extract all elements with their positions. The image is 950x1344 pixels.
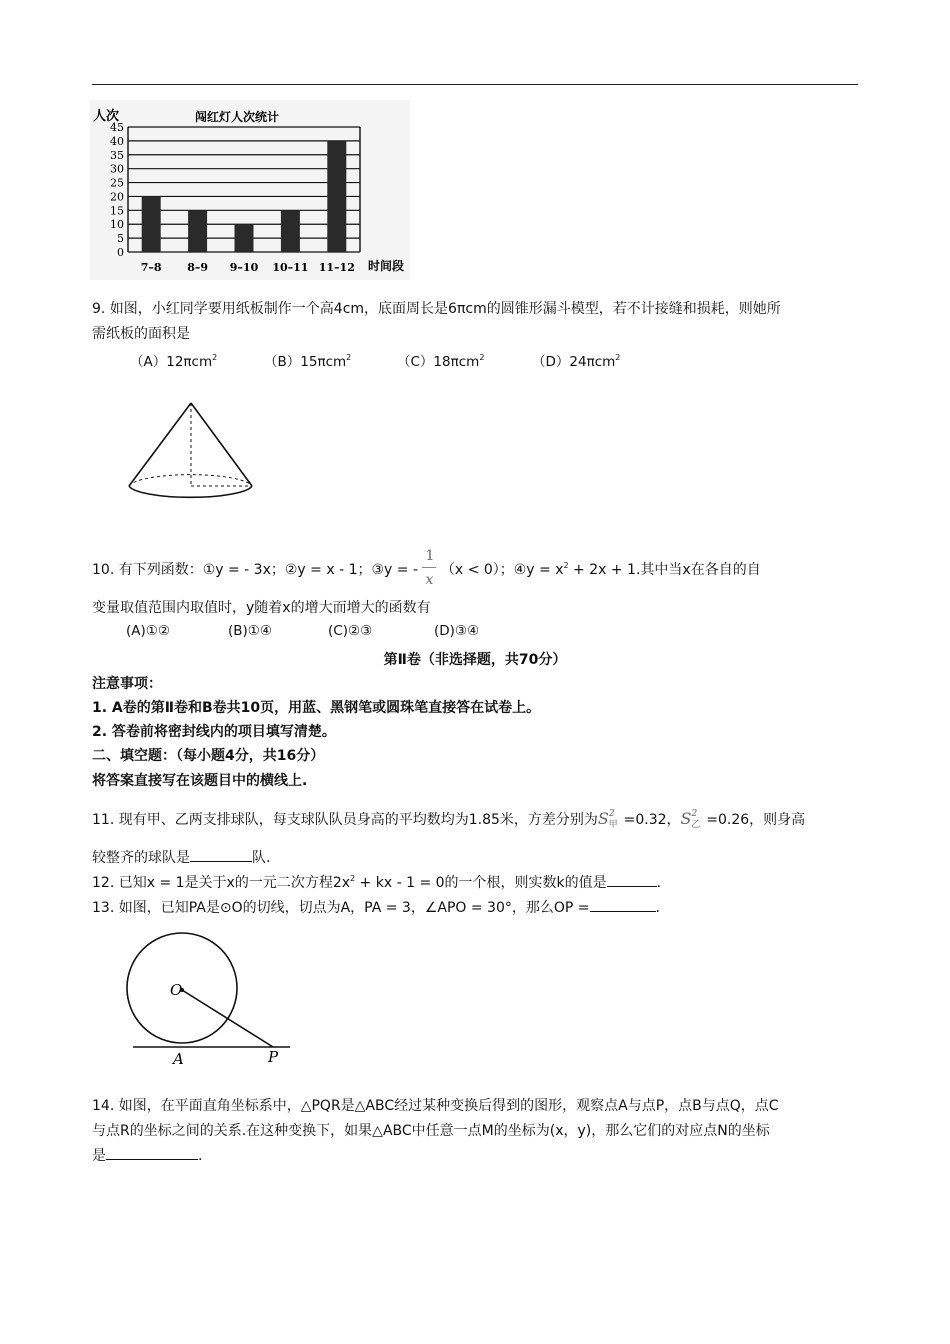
fill-in-section-title: 二、填空题：（每小题4分，共16分） [92,748,325,764]
q11-line1: 11. 现有甲、乙两支排球队，每支球队队员身高的平均数均为1.85米，方差分别为$S^2$甲 =0.32，$S^2$乙 =0.26，则身高 [92,809,806,830]
section2-title: 第Ⅱ卷（非选择题，共70分） [383,652,567,668]
variance-jia-symbol: $S^2$甲 [597,809,618,830]
chart-ylabel: 人次 [93,109,120,124]
q9-option-a: （A）12πcm$^2$ [130,353,218,370]
chart-bar [235,224,254,252]
tangent-circle-figure [100,928,300,1068]
q14-line2: 与点R的坐标之间的关系.在这种变换下，如果△ABC中任意一点M的坐标为(x，y)，那么它们的对应点N的坐标 [92,1123,770,1139]
q9-option-d: （D）24πcm$^2$ [532,353,621,370]
chart-xlabel: 时间段 [368,259,405,273]
label-p: P [268,1048,279,1066]
q14-line3: 是 . [92,1145,202,1166]
q9-option-b: （B）15πcm$^2$ [264,353,352,370]
q14-answer-blank[interactable] [106,1145,198,1160]
chart-ytick-label: 0 [117,246,124,259]
chart-ytick-label: 10 [110,218,124,232]
q10-line1: 10. 有下列函数：①y = - 3x；②y = x - 1；③y = - $\frac{1}{x}$ （x < 0）；④y = $x^2 + 2x + 1$.其中当x在各自的自 [92,548,761,588]
cone-right-edge [191,403,252,486]
q14-line1: 14. 如图，在平面直角坐标系中，△PQR是△ABC经过某种变换后得到的图形，观察点A与点P，点B与点Q，点C [92,1098,779,1114]
chart-ytick-label: 25 [110,176,124,190]
q10-option-b: (B)①④ [228,623,273,639]
q10-option-c: (C)②③ [328,623,373,639]
label-a: A [173,1050,184,1068]
notice-item-1: 1. A卷的第Ⅱ卷和B卷共10页，用蓝、黑钢笔或圆珠笔直接答在试卷上。 [92,700,541,716]
chart-ytick-label: 30 [110,162,124,176]
q9-line1: 9. 如图，小红同学要用纸板制作一个高4cm，底面周长是6πcm的圆锥形漏斗模型，若不计接缝和损耗，则她所 [92,301,781,317]
chart-bar [327,141,346,252]
q13-answer-blank[interactable] [590,897,656,912]
chart-xtick-label: 7–8 [140,261,162,274]
segment-op [182,990,273,1047]
chart-bar [281,210,300,252]
chart-title: 闯红灯人次统计 [195,110,280,124]
q10-line2: 变量取值范围内取值时，y随着x的增大而增大的函数有 [92,600,431,616]
q10-option-d: (D)③④ [434,623,480,639]
q10-option-a: (A)①② [126,623,170,639]
chart-ytick-label: 35 [110,148,124,162]
label-o: O [170,981,183,999]
notice-item-2: 2. 答卷前将密封线内的项目填写清楚。 [92,724,336,740]
q12-line: 12. 已知x = 1是关于x的一元二次方程$2x^2$ + kx - 1 = 0的一个根，则实数k的值是 . [92,874,662,891]
chart-ytick-label: 5 [117,232,124,246]
chart-ytick-label: 15 [110,204,124,218]
fraction-1-over-x: $\frac{1}{x}$ [422,560,436,580]
cone-left-edge [129,403,191,486]
cone-figure [120,398,270,506]
chart-bar [142,196,161,252]
notice-title: 注意事项： [92,676,162,692]
chart-xtick-label: 9–10 [229,261,259,274]
chart-bar [188,210,207,252]
q12-answer-blank[interactable] [607,872,657,887]
cone-base-front [129,486,252,497]
fill-in-instruction: 将答案直接写在该题目中的横线上. [92,773,308,789]
header-rule [92,84,858,85]
chart-xtick-label: 8–9 [187,261,209,274]
chart-ytick-label: 40 [110,134,124,148]
chart-ytick-label: 20 [110,190,124,204]
q13-line: 13. 如图，已知PA是⊙O的切线，切点为A，PA = 3，∠APO = 30°，那么OP = . [92,897,660,918]
q11-line2: 较整齐的球队是 队. [92,847,270,868]
q9-line2: 需纸板的面积是 [92,326,190,342]
chart-xtick-label: 10–11 [272,261,309,274]
chart-ytick-label: 45 [110,121,124,134]
q11-answer-blank[interactable] [190,847,252,862]
bar-chart [90,100,410,280]
q9-option-c: （C）18πcm$^2$ [397,353,485,370]
chart-xtick-label: 11–12 [318,261,355,274]
variance-yi-symbol: $S^2$乙 [680,809,701,830]
